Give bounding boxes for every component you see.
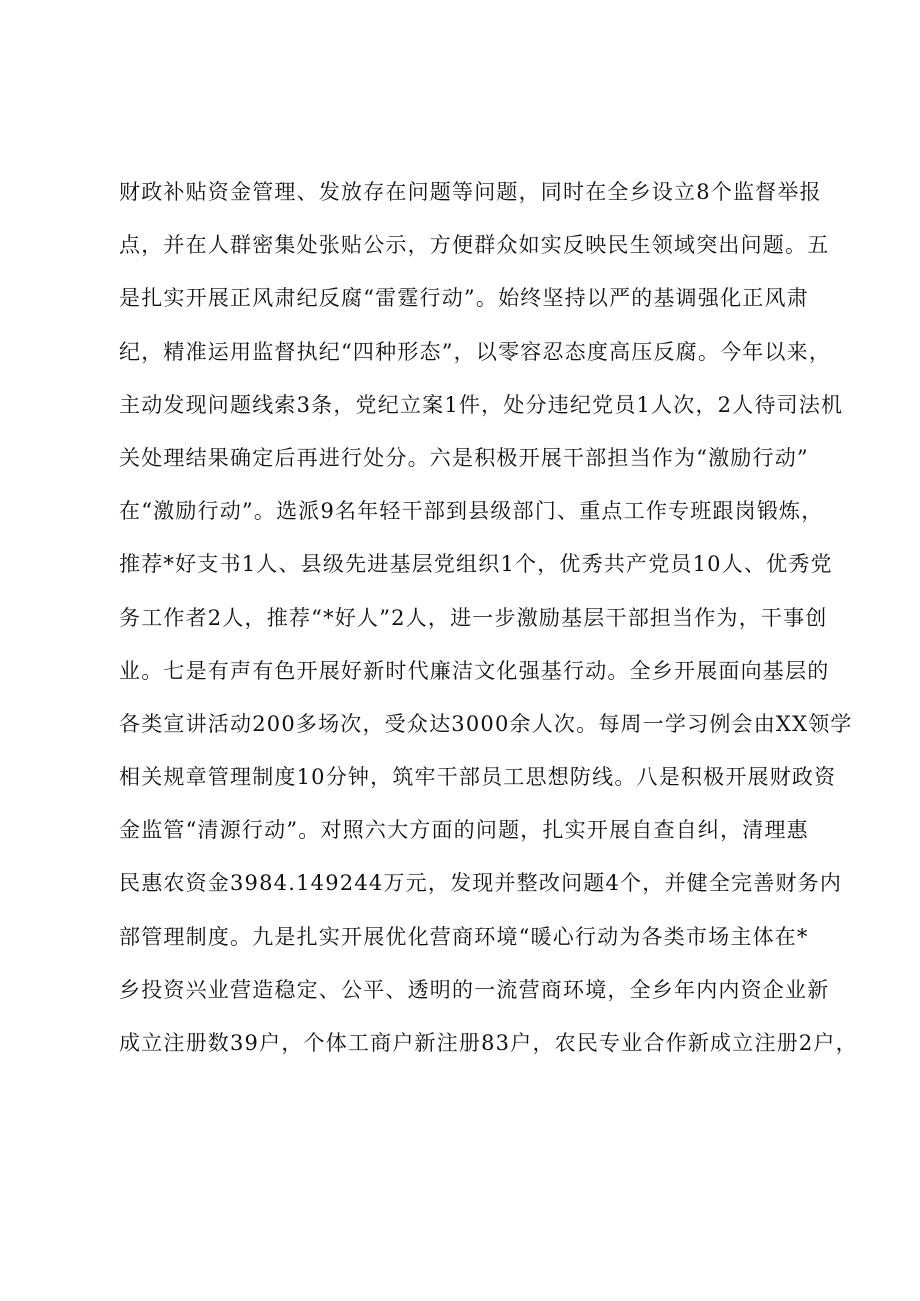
text-line: 相关规章管理制度10分钟，筑牢干部员工思想防线。八是积极开展财政资 xyxy=(119,765,837,790)
text-line: 点，并在人群密集处张贴公示，方便群众如实反映民生领域突出问题。五 xyxy=(119,233,830,258)
text-line: 金监管“清源行动”。对照六大方面的问题，扎实开展自查自纠，清理惠 xyxy=(119,818,809,843)
text-line: 是扎实开展正风肃纪反腐“雷霆行动”。始终坚持以严的基调强化正风肃 xyxy=(119,286,809,311)
text-line: 纪，精准运用监督执纪“四种形态”，以零容忍态度高压反腐。今年以来， xyxy=(119,339,832,364)
text-line: 成立注册数39户，个体工商户新注册83户，农民专业合作新成立注册2户， xyxy=(119,1031,858,1055)
body-text xyxy=(119,166,858,1070)
text-line: 民惠农资金3984.149244万元，发现并整改问题4个，并健全完善财务内 xyxy=(119,871,843,896)
text-line: 部管理制度。九是扎实开展优化营商环境“暖心行动为各类市场主体在* xyxy=(119,924,809,949)
text-line: 主动发现问题线索3条，党纪立案1件，处分违纪党员1人次，2人待司法机 xyxy=(119,392,844,417)
text-line: 业。七是有声有色开展好新时代廉洁文化强基行动。全乡开展面向基层的 xyxy=(119,658,830,683)
text-line: 乡投资兴业营造稳定、公平、透明的一流营商环境，全乡年内内资企业新 xyxy=(119,977,830,1002)
text-line: 务工作者2人，推荐“*好人”2人，进一步激励基层干部担当作为，干事创 xyxy=(119,605,828,630)
text-line: 各类宣讲活动200多场次，受众达3000余人次。每周一学习例会由XX领学 xyxy=(119,711,853,736)
text-line: 在“激励行动”。选派9名年轻干部到县级部门、重点工作专班跟岗锻炼， xyxy=(119,499,824,524)
text-line: 推荐*好支书1人、县级先进基层党组织1个，优秀共产党员10人、优秀党 xyxy=(119,552,833,577)
text-line: 关处理结果确定后再进行处分。六是积极开展干部担当作为“激励行动” xyxy=(119,445,809,470)
text-line: 财政补贴资金管理、发放存在问题等问题，同时在全乡设立8个监督举报 xyxy=(119,180,822,204)
